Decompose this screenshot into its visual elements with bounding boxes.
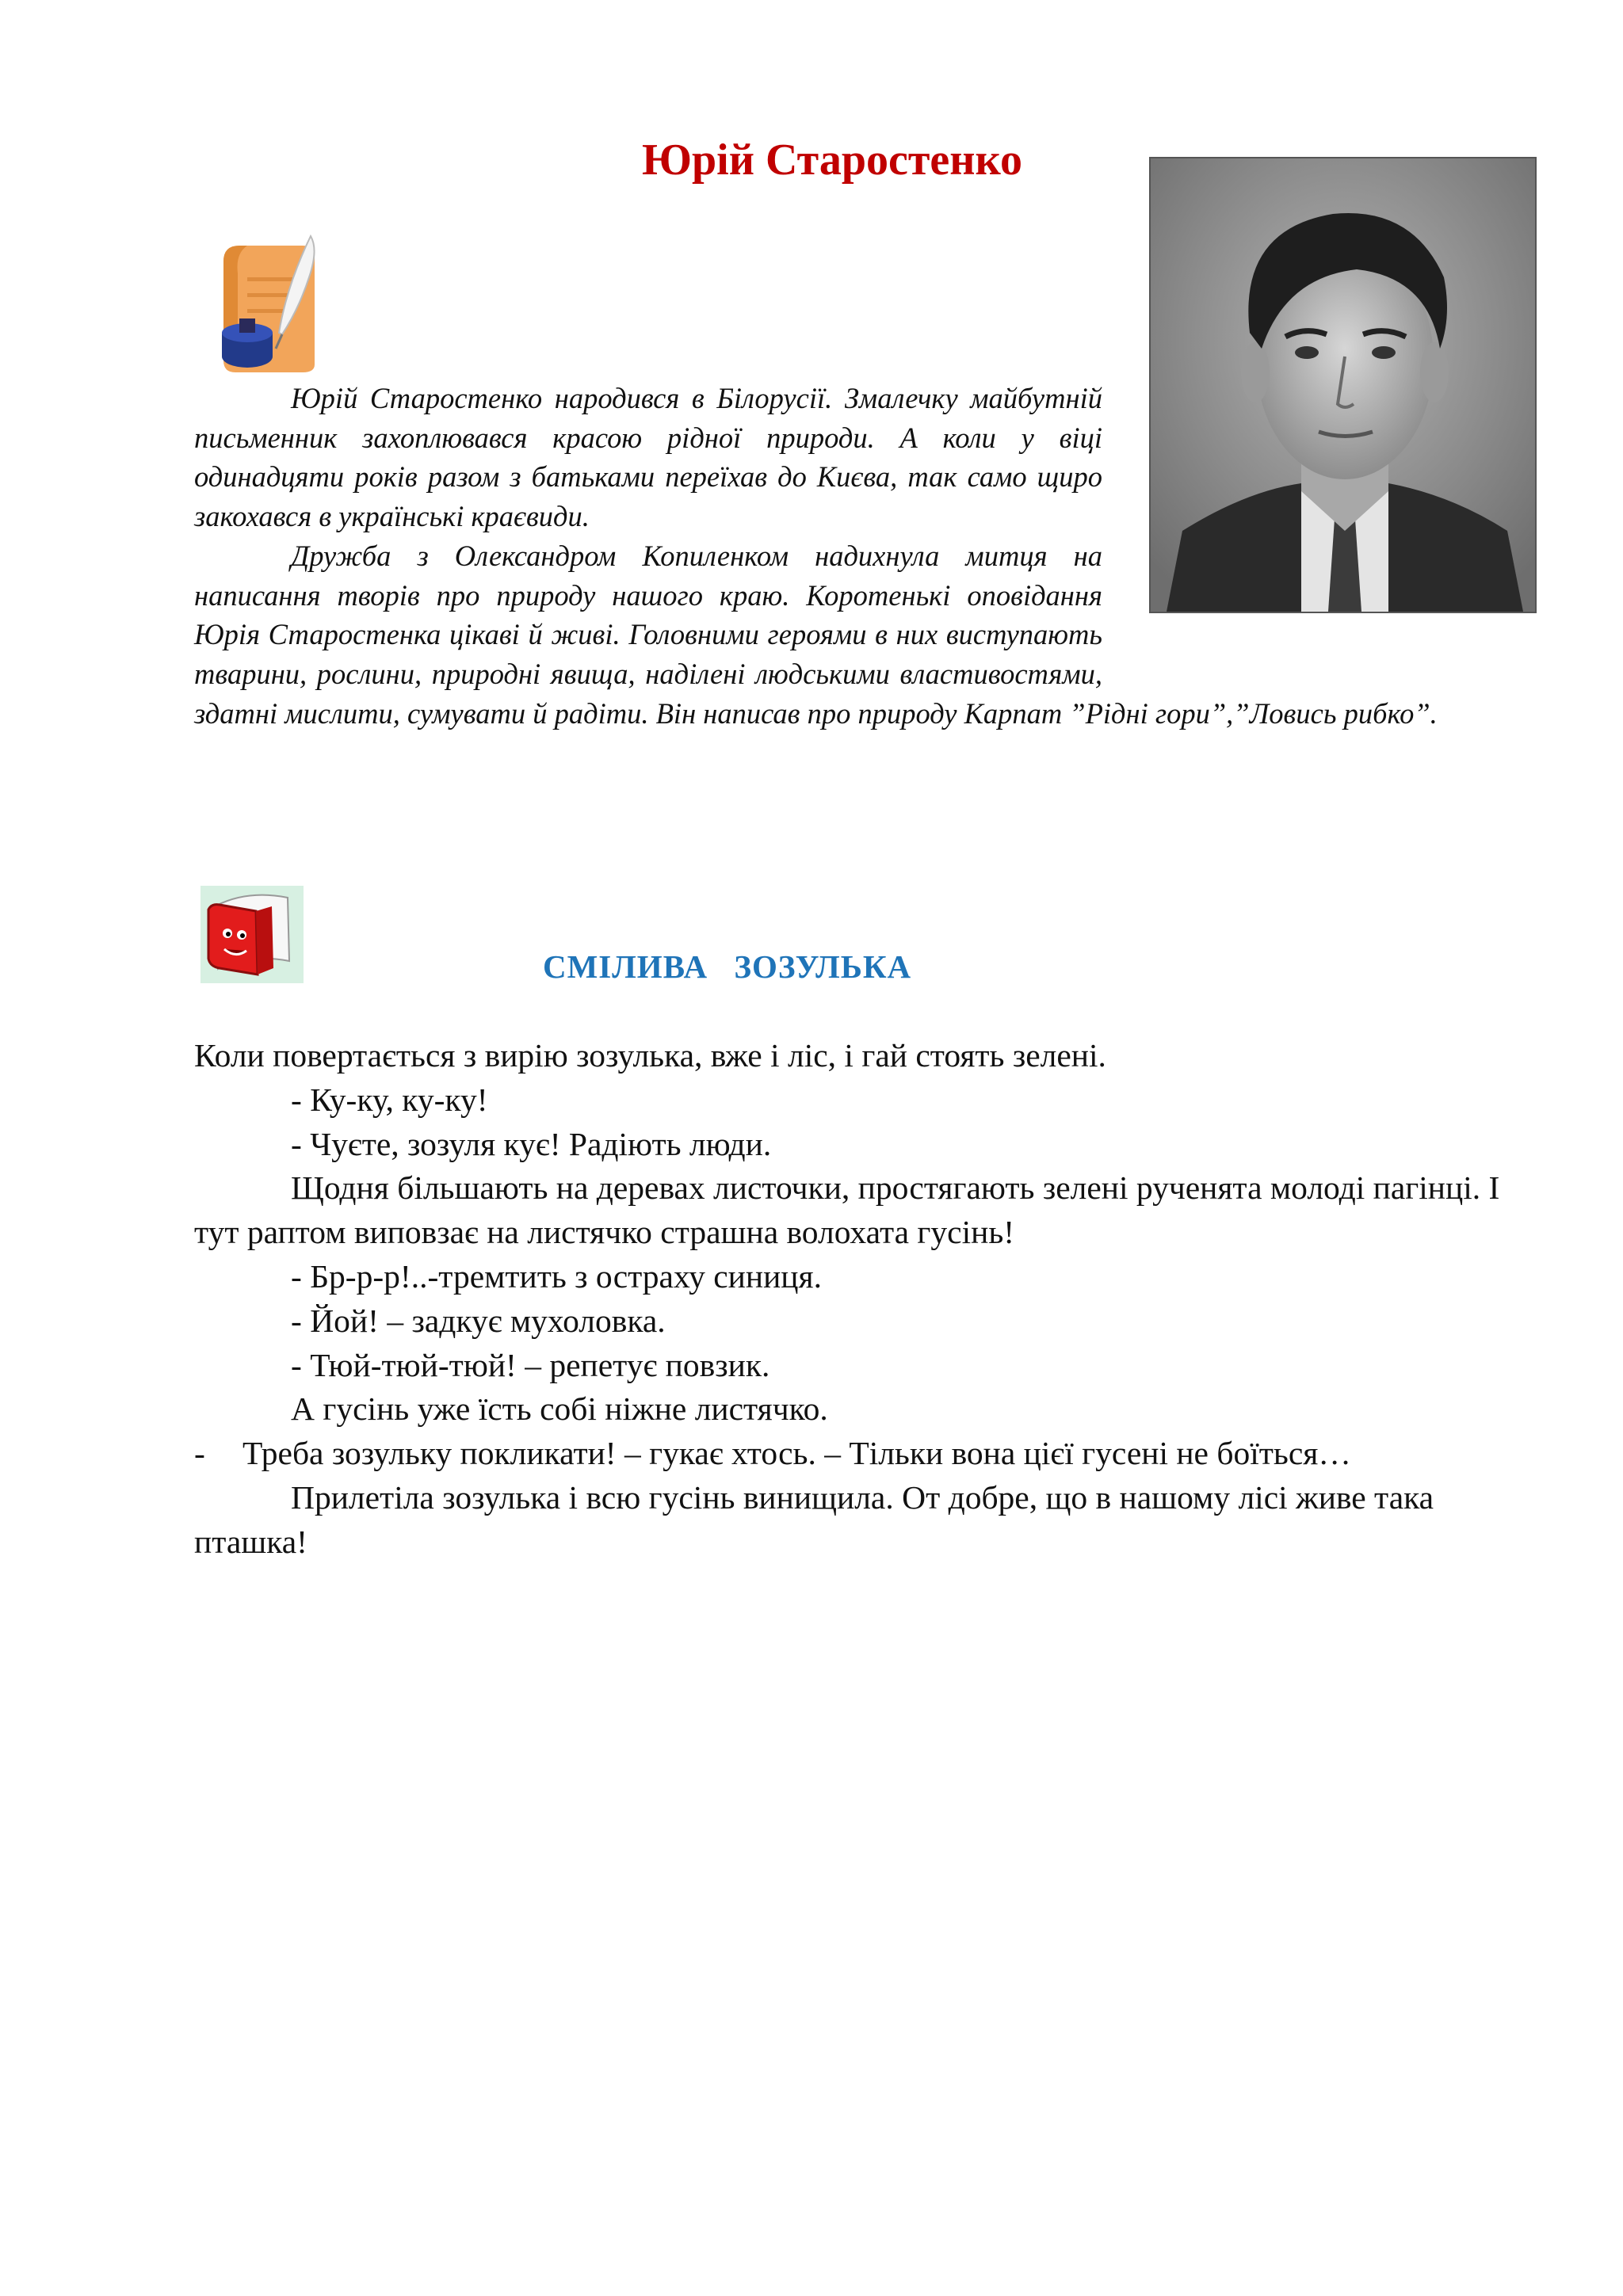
author-biography [194,379,1508,733]
list-marker: - [194,1435,205,1472]
story-line: - Бр-р-р!..-тремтить з остраху синиця. [291,1257,822,1295]
story-line: Щодня більшають на деревах листочки, простягають зелені рученята молоді пагінці. І тут раптом виповзає на листячко страшна волохата гусінь! [194,1169,1500,1251]
biography-paragraph: Дружба з Олександром Копиленком надихнула митця на написання творів про природу нашого краю. Коротенькі оповідання Юрія Старостенка цікаві й живі. Головними героями в них виступають тварини, рослини, природні явища, наділені людськими властивостями, здатні мислити, сумувати й радіти. Він написав про природу Карпат ”Рідні гори”,”Ловись рибко”. [194,539,1438,730]
story-list-item [194,1432,1510,1476]
story-line: - Йой! – задкує мухоловка. [291,1302,666,1339]
story-line: Коли повертається з вирію зозулька, вже і ліс, і гай стоять зелені. [194,1037,1106,1074]
story-line: Треба зозульку покликати! – гукає хтось. – Тільки вона цієї гусені не боїться… [242,1435,1351,1472]
story-title: СМІЛИВА ЗОЗУЛЬКА [543,948,912,985]
story-line: Прилетіла зозулька і всю гусінь винищила. От добре, що в нашому лісі живе така пташка! [194,1478,1434,1560]
story-text [194,1034,1510,1565]
story-line: - Чуєте, зозуля кує! Радіють люди. [291,1125,772,1162]
scroll-quill-icon [200,230,319,376]
story-line: - Ку-ку, ку-ку! [291,1081,488,1118]
red-book-icon [200,886,304,983]
biography-paragraph: Юрій Старостенко народився в Білорусії. Змалечку майбутній письменник захоплювався красою рідної природи. А коли у віці одинадцяти років разом з батьками переїхав до Києва, так само щиро закохався в українські краєвиди. [194,382,1102,533]
story-line: А гусінь уже їсть собі ніжне листячко. [291,1390,828,1428]
author-name-title: Юрій Старостенко [641,135,1023,185]
photo-wrap-gap [1102,379,1508,656]
story-line: - Тюй-тюй-тюй! – репетує повзик. [291,1346,770,1383]
